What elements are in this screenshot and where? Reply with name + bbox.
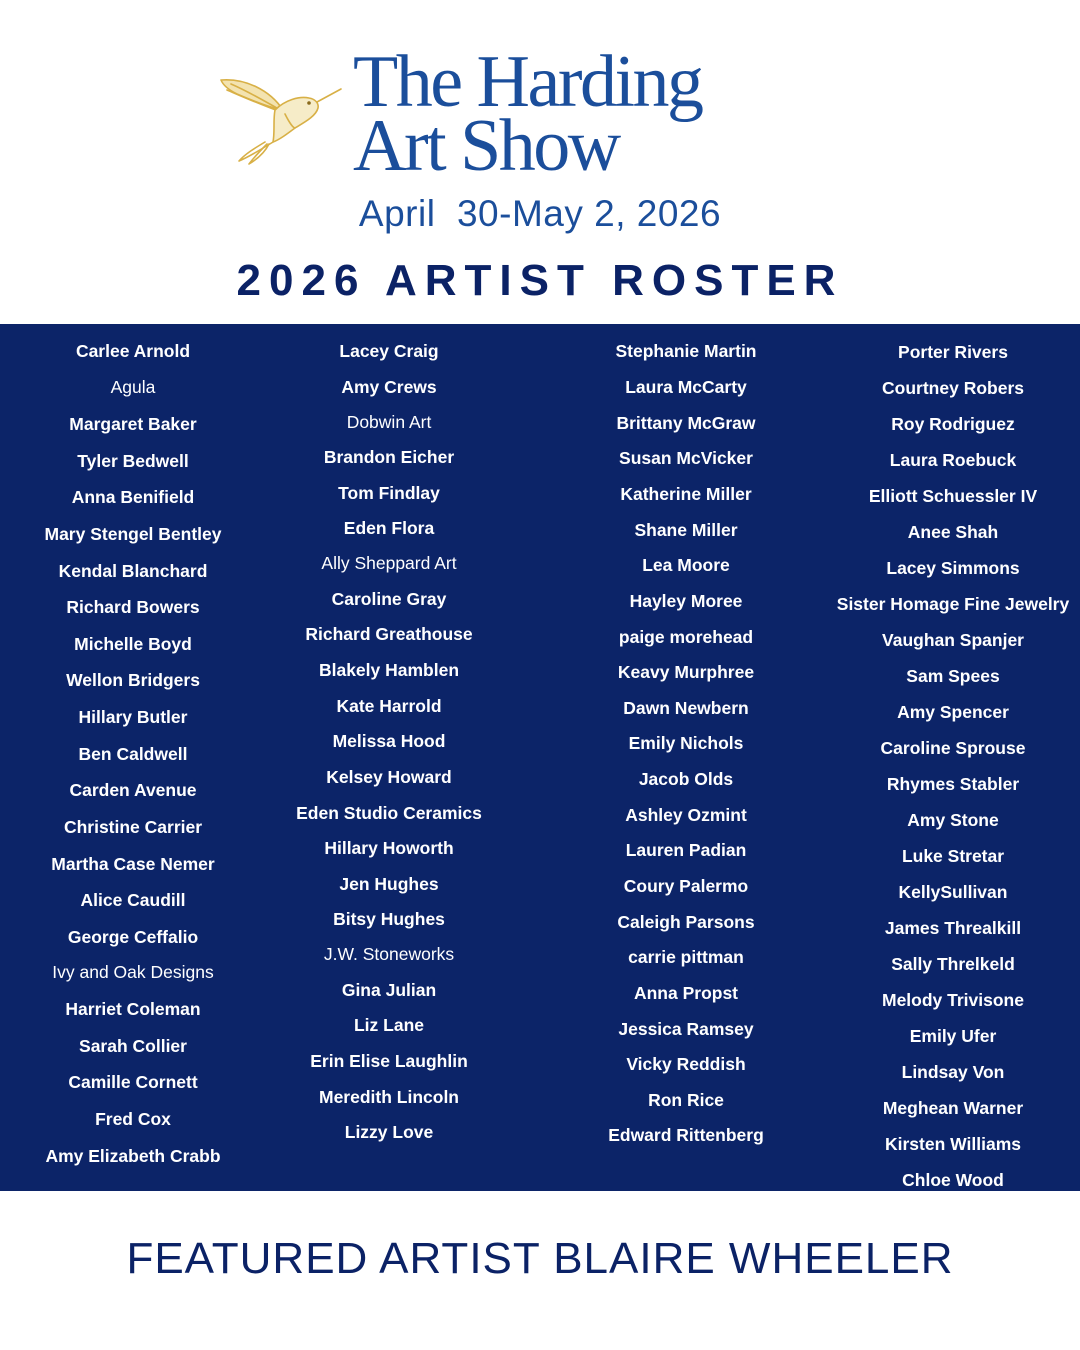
artist-name: Anna Benifield [71,487,195,507]
artist-name: Ivy and Oak Designs [52,962,214,982]
artist-name: Alice Caudill [80,890,186,910]
artist-name: Mary Stengel Bentley [44,524,222,544]
artist-name: carrie pittman [628,947,744,967]
artist-name: Harriet Coleman [65,999,201,1019]
featured-artist: FEATURED ARTIST BLAIRE WHEELER [126,1234,954,1283]
artist-name: Richard Bowers [66,597,200,617]
artist-name: Ron Rice [648,1090,724,1110]
artist-name: Liz Lane [353,1015,424,1035]
artist-name: Amy Spencer [897,702,1009,722]
hummingbird-icon [215,70,345,165]
artist-name: Luke Stretar [901,846,1005,866]
artist-name: Lacey Craig [339,341,439,361]
artist-name: Amy Crews [341,377,437,397]
artist-name: Sam Spees [906,666,1000,686]
artist-name: Vaughan Spanjer [882,630,1024,650]
artist-name: James Threalkill [884,918,1022,938]
artist-name: Ben Caldwell [78,744,188,764]
artist-name: Margaret Baker [69,414,197,434]
artist-name: Gina Julian [341,980,437,1000]
artist-name: Sister Homage Fine Jewelry [836,594,1070,614]
artist-name: Lauren Padian [625,840,747,860]
artist-name: Jen Hughes [339,874,439,894]
artist-name: Vicky Reddish [626,1054,746,1074]
artist-name: Katherine Miller [620,484,752,504]
artist-name: Brittany McGraw [616,413,756,433]
artist-name: Christine Carrier [63,817,203,837]
artist-name: Tyler Bedwell [77,451,189,471]
artist-name: Lizzy Love [344,1122,434,1142]
artist-name: Anee Shah [907,522,999,542]
artist-name: Melody Trivisone [882,990,1024,1010]
artist-name: Eden Studio Ceramics [296,803,482,823]
artist-name: Ally Sheppard Art [321,553,457,573]
artist-name: Brandon Eicher [323,447,455,467]
artist-name: Amy Elizabeth Crabb [45,1146,221,1166]
artist-name: Tom Findlay [338,483,440,503]
artist-name: Rhymes Stabler [886,774,1020,794]
artist-name: Hillary Howorth [324,838,454,858]
artist-name: Roy Rodriguez [891,414,1015,434]
artist-name: Chloe Wood [902,1170,1004,1190]
artist-name: Sally Threlkeld [891,954,1015,974]
artist-name: Emily Nichols [628,733,744,753]
artist-name: KellySullivan [898,882,1008,902]
artist-name: Camille Cornett [68,1072,198,1092]
artist-name: Amy Stone [907,810,999,830]
artist-name: Melissa Hood [332,731,446,751]
artist-name: Laura McCarty [625,377,747,397]
logo-title-line-2: Art Show [353,105,619,187]
artist-name: Wellon Bridgers [66,670,200,690]
artist-name: Eden Flora [343,518,435,538]
artist-name: Lea Moore [642,555,730,575]
artist-name: Ashley Ozmint [625,805,747,825]
artist-name: paige morehead [618,627,754,647]
event-dates: April 30-May 2, 2026 [358,193,722,234]
artist-name: Dobwin Art [346,412,432,432]
artist-name: Michelle Boyd [74,634,192,654]
artist-name: Lindsay Von [901,1062,1005,1082]
artist-name: Keavy Murphree [617,662,755,682]
artist-name: J.W. Stoneworks [323,944,455,964]
logo-title-line-1: The Harding [353,41,702,123]
artist-name: Kendal Blanchard [58,561,208,581]
artist-name: Coury Palermo [623,876,749,896]
artist-roster [0,324,1080,1191]
artist-name: Caroline Gray [331,589,447,609]
artist-name: Kelsey Howard [326,767,452,787]
header [0,0,1080,324]
artist-name: Kate Harrold [336,696,442,716]
artist-name: Meghean Warner [882,1098,1024,1118]
artist-name: Hillary Butler [78,707,188,727]
artist-name: Agula [110,377,156,397]
artist-name: Sarah Collier [79,1036,187,1056]
artist-name: Martha Case Nemer [51,854,215,874]
artist-name: Courtney Robers [882,378,1024,398]
artist-name: Caleigh Parsons [617,912,755,932]
artist-name: Emily Ufer [909,1026,997,1046]
artist-name: Anna Propst [633,983,739,1003]
artist-name: Lacey Simmons [886,558,1020,578]
artist-name: George Ceffalio [67,927,199,947]
artist-name: Jacob Olds [638,769,734,789]
artist-name: Carlee Arnold [75,341,191,361]
artist-name: Blakely Hamblen [318,660,460,680]
artist-name: Edward Rittenberg [608,1125,764,1145]
artist-name: Bitsy Hughes [333,909,445,929]
artist-name: Susan McVicker [619,448,753,468]
artist-name: Jessica Ramsey [618,1019,754,1039]
artist-name: Elliott Schuessler IV [868,486,1038,506]
artist-name: Porter Rivers [898,342,1008,362]
artist-name: Kirsten Williams [885,1134,1021,1154]
artist-name: Dawn Newbern [623,698,749,718]
artist-name: Stephanie Martin [615,341,757,361]
artist-name: Meredith Lincoln [319,1087,459,1107]
artist-name: Carden Avenue [69,780,197,800]
artist-name: Caroline Sprouse [880,738,1026,758]
artist-name: Richard Greathouse [305,624,473,644]
artist-name: Erin Elise Laughlin [310,1051,468,1071]
artist-name: Hayley Moree [629,591,743,611]
artist-name: Laura Roebuck [889,450,1017,470]
artist-name: Fred Cox [95,1109,171,1129]
artist-name: Shane Miller [634,520,738,540]
roster-title: 2026 ARTIST ROSTER [236,256,844,305]
